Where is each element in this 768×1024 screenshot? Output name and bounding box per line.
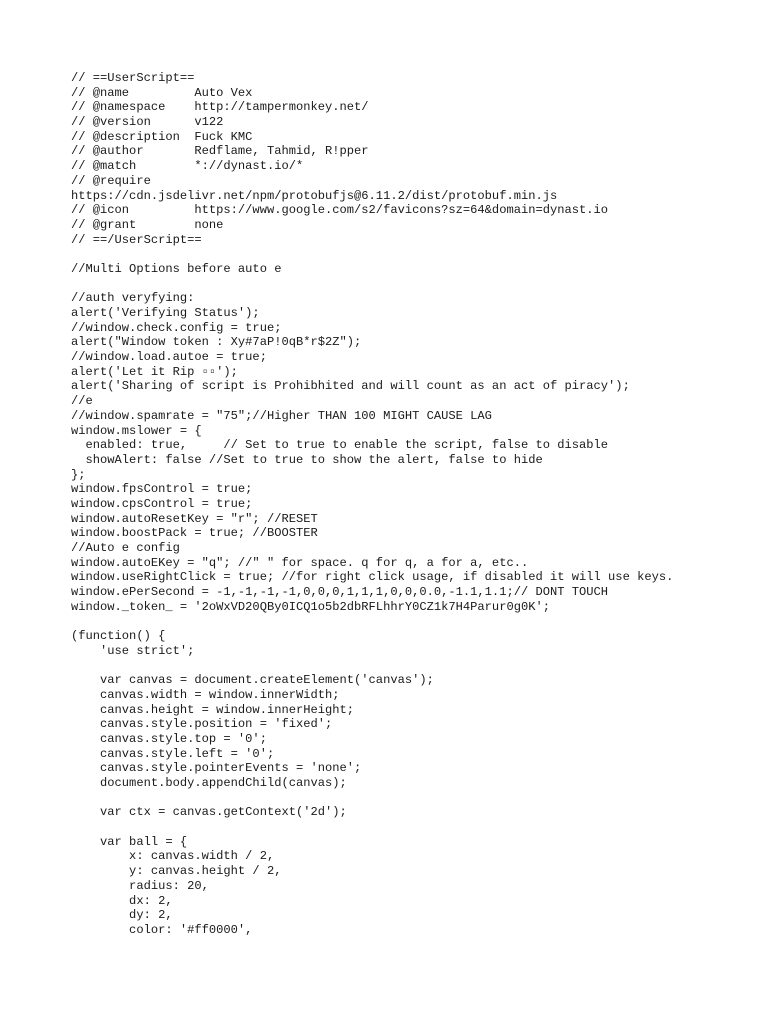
code-line: // @namespace http://tampermonkey.net/: [71, 100, 369, 115]
code-line: // @require: [71, 173, 151, 188]
code-line: window._token_ = '2oWxVD20QBy0ICQ1o5b2dbRFLhhrY0CZ1k7H4Parur0g0K';: [71, 599, 550, 614]
code-line: var ctx = canvas.getContext('2d');: [71, 805, 347, 820]
code-line: //Multi Options before auto e: [71, 261, 282, 276]
code-line: showAlert: false //Set to true to show the alert, false to hide: [71, 452, 543, 467]
code-line: // @name Auto Vex: [71, 85, 253, 100]
code-line: canvas.style.position = 'fixed';: [71, 717, 333, 732]
code-line: //Auto e config: [71, 541, 180, 555]
code-line: //window.load.autoe = true;: [71, 350, 267, 365]
code-line: //window.check.config = true;: [71, 320, 282, 335]
code-line: // @grant none: [71, 217, 224, 232]
code-line: enabled: true, // Set to true to enable the script, false to disable: [71, 438, 609, 453]
code-line: 'use strict';: [71, 643, 195, 658]
blank-line: [71, 247, 673, 262]
code-line: x: canvas.width / 2,: [71, 849, 275, 864]
code-line: window.mslower = {: [71, 423, 202, 438]
code-line: document.body.appendChild(canvas);: [71, 776, 347, 790]
code-line: // @author Redflame, Tahmid, R!pper: [71, 144, 369, 159]
code-line: // @version v122: [71, 115, 224, 130]
code-line: // @description Fuck KMC: [71, 129, 253, 144]
code-line: //auth veryfying:: [71, 291, 195, 306]
code-line: dy: 2,: [71, 908, 173, 923]
code-line: alert('Let it Rip ▫▫');: [71, 364, 238, 379]
code-line: alert("Window token : Xy#7aP!0qB*r$2Z");: [71, 335, 362, 350]
code-line: // @match *://dynast.io/*: [71, 159, 304, 174]
code-line: window.fpsControl = true;: [71, 482, 253, 497]
code-line: alert('Verifying Status');: [71, 306, 260, 320]
code-line: canvas.style.left = '0';: [71, 746, 275, 761]
blank-line: [71, 659, 673, 674]
code-line: window.cpsControl = true;: [71, 496, 253, 511]
code-line: alert('Sharing of script is Prohibhited and will count as an act of piracy');: [71, 379, 630, 394]
blank-line: [71, 820, 673, 835]
code-line: canvas.style.top = '0';: [71, 731, 267, 746]
code-line: // @icon https://www.google.com/s2/favicons?sz=64&domain=dynast.io: [71, 203, 609, 218]
code-line: (function() {: [71, 629, 166, 644]
code-line: window.useRightClick = true; //for right click usage, if disabled it will use keys.: [71, 570, 674, 585]
blank-line: [71, 614, 673, 629]
code-line: y: canvas.height / 2,: [71, 864, 282, 879]
blank-line: [71, 791, 673, 806]
code-line: window.boostPack = true; //BOOSTER: [71, 526, 318, 541]
code-line: //e: [71, 394, 93, 409]
code-line: https://cdn.jsdelivr.net/npm/protobufjs@6.11.2/dist/protobuf.min.js: [71, 188, 558, 203]
code-line: dx: 2,: [71, 893, 173, 908]
code-listing: [71, 71, 673, 938]
code-line: };: [71, 467, 86, 482]
code-line: window.ePerSecond = -1,-1,-1,-1,0,0,0,1,1,1,0,0,0.0,-1.1,1.1;// DONT TOUCH: [71, 585, 609, 600]
code-line: canvas.height = window.innerHeight;: [71, 702, 355, 717]
code-line: var ball = {: [71, 834, 188, 849]
code-line: // ==/UserScript==: [71, 232, 202, 247]
code-line: // ==UserScript==: [71, 71, 195, 85]
code-line: window.autoResetKey = "r"; //RESET: [71, 511, 318, 526]
code-line: var canvas = document.createElement('canvas');: [71, 673, 434, 688]
code-line: window.autoEKey = "q"; //" " for space. q for q, a for a, etc..: [71, 555, 529, 570]
code-line: canvas.style.pointerEvents = 'none';: [71, 761, 362, 776]
code-line: //window.spamrate = "75";//Higher THAN 100 MIGHT CAUSE LAG: [71, 408, 492, 423]
code-line: color: '#ff0000',: [71, 922, 253, 937]
code-line: radius: 20,: [71, 878, 209, 893]
blank-line: [71, 277, 673, 292]
code-line: canvas.width = window.innerWidth;: [71, 687, 340, 702]
